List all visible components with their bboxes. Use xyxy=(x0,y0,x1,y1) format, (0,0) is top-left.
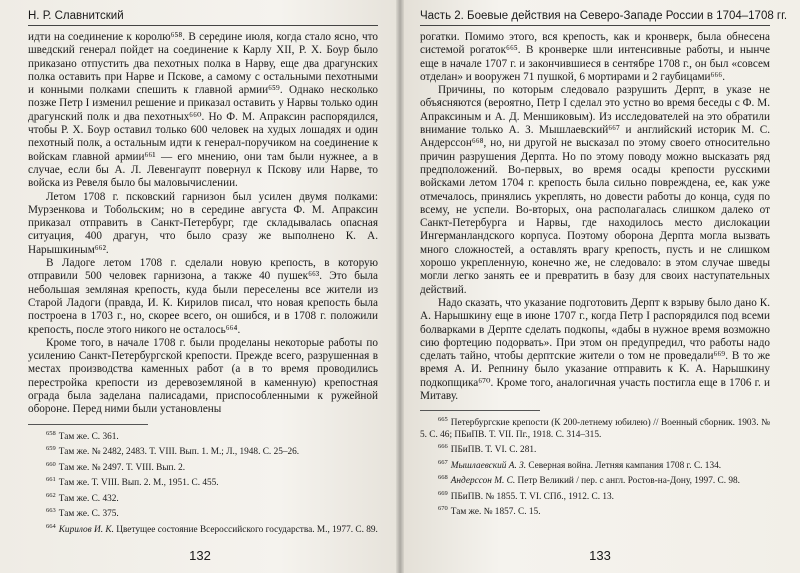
right-page xyxy=(400,0,800,573)
paragraph: В Ладоге летом 1708 г. сделали новую крепость, в которую отправили 500 человек гарнизона, а также 40 пушек⁶⁶³. Это была небольшая земляная крепость, куда были переселены все жители из Старой Ладоги (правда, И. К. Кирилов писал, что новая крепость была построена в 1703 г., но, скорее всего, он ошибся, и в 1708 г. положили крепость, после этого никого не осталось⁶⁶⁴. xyxy=(28,257,378,336)
footnote: $^{661}$ Там же. Т. VIII. Вып. 2. М., 1951. С. 455. xyxy=(46,476,219,489)
book-gutter-shadow xyxy=(396,0,404,573)
paragraph: рогатки. Помимо этого, вся крепость, как и кронверк, была обнесена системой рогаток⁶⁶⁵. В кронверке шли интенсивные работы, и нынче еще в начале 1707 г. и закончившиеся в сентябре 1708 г., он был «совсем отделан» и вооружен 71 пушкой, 6 мортирами и 2 гаубицами⁶⁶⁶. xyxy=(420,31,770,83)
footnote: $^{667}$ Мышлаевский А. З. Северная война. Летняя кампания 1708 г. С. 134. xyxy=(438,458,722,471)
footnote: $^{670}$ Там же. № 1857. С. 15. xyxy=(438,505,541,518)
footnote: $^{660}$ Там же. № 2497. Т. VIII. Вып. 2. xyxy=(46,460,186,473)
page-number: 133 xyxy=(589,548,611,563)
right-body-text xyxy=(420,31,770,403)
paragraph: Летом 1708 г. псковский гарнизон был усилен двумя полками: Мурзенкова и Тобольским; но в середине августа Ф. М. Апраксин приказал отправить в Санкт-Петербург, где складывалась опасная ситуация, 400 драгун, что было сразу же выполнено К. А. Нарышкиным⁶⁶². xyxy=(28,190,378,256)
right-footnotes xyxy=(420,414,770,518)
footnote: $^{668}$ Андерссон М. С. Петр Великий / пер. с англ. Ростов-на-Дону, 1997. С. 98. xyxy=(438,474,740,487)
paragraph: Надо сказать, что указание подготовить Дерпт к взрыву было дано К. А. Нарышкину еще в июне 1707 г., когда Петр I распорядился под всеми болварками в Дерпте сделать подкопы, «дабы в нужное время возможно сию фортецию подорвать». При этом он предупредил, что работы надо сделать тайно, чтобы дерптские жители о том не проведали⁶⁶⁹. В то же время А. И. Репнину было указание отправить к К. А. Нарышкину подкопщика⁶⁷⁰. Кроме того, аналогичная участь постигла еще в 1706 г. и Митаву. xyxy=(420,296,770,403)
page-number: 132 xyxy=(189,548,211,563)
footnote: $^{662}$ Там же. С. 432. xyxy=(46,491,119,504)
footnote-rule xyxy=(420,410,540,411)
footnote: $^{664}$ Кирилов И. К. Цветущее состояние Всероссийского государства. М., 1977. С. 89. xyxy=(46,522,378,535)
footnote-rule xyxy=(28,424,148,425)
footnote: $^{663}$ Там же. С. 375. xyxy=(46,507,119,520)
footnote: $^{666}$ ПБиПВ. Т. VI. С. 281. xyxy=(438,443,537,456)
paragraph: идти на соединение к королю⁶⁵⁸. В середине июля, когда стало ясно, что шведский генерал пойдет на соединение к Карлу XII, Р. Х. Боур было приказано отпустить два пехотных полка в Нарву, еще два драгунских полка оставить при Нарве и Пскове, а самому с остальными пехотными и конными полками спешить к главной армии⁶⁵⁹. Однако несколько позже Петр I изменил решение и приказал оставить у Нарвы только один драгунский полк и два пехотных⁶⁶⁰. Но Ф. М. Апраксин распорядился, чтобы Р. Х. Боур оставил только 600 человек на худых лошадях и один пехотный полк, а остальным идти к генерал-поручиком на соединение к войскам главной армии⁶⁶¹ — его мнению, они там были нужнее, а в случае, если бы А. Л. Левенгаупт повернул к Пскову или Нарве, то войска из Ревеля было бы маловычислении. xyxy=(28,31,378,190)
footnote: $^{659}$ Там же. № 2482, 2483. Т. VIII. Вып. 1. М.; Л., 1948. С. 25–26. xyxy=(46,445,300,458)
left-body-text xyxy=(28,31,378,417)
running-header-chapter: Часть 2. Боевые действия на Северо-Западе России в 1704–1708 гг. xyxy=(420,10,770,26)
left-footnotes xyxy=(28,428,378,537)
running-header-author: Н. Р. Славнитский xyxy=(28,10,378,26)
paragraph: Причины, по которым следовало разрушить Дерпт, в указе не объясняются (вероятно, Петр I сделал это устно во время беседы с Ф. М. Апраксиным и А. Д. Меншиковым). Из исследователей на это обратили внимание только А. З. Мышлаевский⁶⁶⁷ и английский историк М. С. Андерссон⁶⁶⁸, но, ни другой не высказал по этому своего относительно причин разрушения Дерпта. Но по этому поводу можно высказать ряд предположений. Во-первых, во время осады крепости русскими войсками летом 1704 г. крепость была сильно повреждена, ее, как уже отмечалось, принялись укреплять, но довести работы до конца, судя по всему, не успели. Во-вторых, она располагалась слишком далеко от Санкт-Петербурга и Нарвы, где находилось место дислокации Ингерманландского корпуса. Поэтому оборона Дерпта могла вызвать много сложностей, а оставлять врагу крепость, пусть и не слишком хорошо укрепленную, конечно же, не следовало: в этом случае шведы могли легко занять ее и превратить в базу для своих наступательных действий. xyxy=(420,84,770,296)
footnote: $^{658}$ Там же. С. 361. xyxy=(46,429,119,442)
footnote: $^{669}$ ПБиПВ. № 1855. Т. VI. СПб., 1912. С. 13. xyxy=(438,489,614,502)
paragraph: Кроме того, в начале 1708 г. были проделаны некоторые работы по усилению Санкт-Петербургской крепости. Прежде всего, разрушенная в местах производства каменных работ (а в то время проводились перестройка крепости из деревоземляной в каменную) крепостная ограда была заделана палисадами, приспособленными к ружейной обороне. Перед ними были установлены xyxy=(28,336,378,416)
footnote: $^{665}$ Петербургские крепости (К 200-летнему юбилею) // Военный сборник. 1903. № 5. С. 46; ПБиПВ. Т. VII. Пг., 1918. С. 314–315. xyxy=(420,416,770,440)
